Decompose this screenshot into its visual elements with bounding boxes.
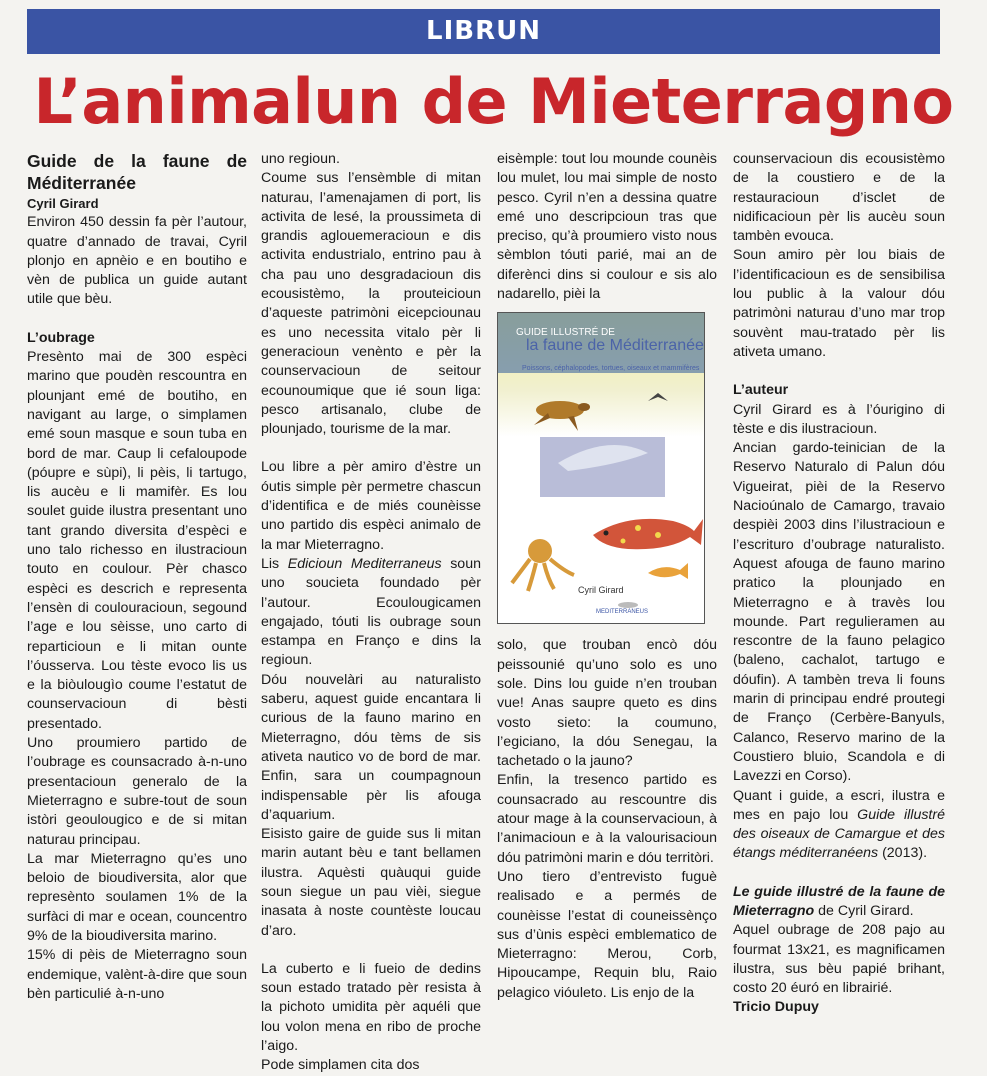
column-4: [733, 150, 945, 1018]
paragraph: La mar Mieterragno qu’es uno beloio de bioudiversita, alor que represènto soulamen 1% de la surfàci di mar e ocean, councentro 9% de la bioudiversita marino.: [27, 850, 247, 944]
paragraph: 15% di pèis de Mieterragno soun endemique, valènt-à-dire que soun bèn particulié à-n-uno: [27, 947, 247, 1002]
section-banner: LIBRUN: [27, 9, 940, 54]
paragraph: solo, que trouban encò dóu peissounié qu’uno solo es uno sole. Dins lou guide n’en trouban vue! Anas saupre queto es dins vosto sieto: la coumuno, l’egiciano, la dóu Senegau, la tachetado o la jauno?: [497, 637, 717, 770]
cover-title: la faune de Méditerranée: [526, 337, 704, 355]
paragraph: Pode simplamen cita dos: [261, 1057, 420, 1074]
paragraph: Soun amiro pèr lou biais de l’identificacioun es de sensibilisa lou public à la valour dóu patrimòni naturau d’uno mar trop souvènt mau-tratado pèr lis ativeta umano.: [733, 247, 945, 360]
guide-author: Cyril Girard: [27, 196, 99, 211]
cover-subtitle: Poissons, céphalopodes, tortues, oiseaux et mammifères: [522, 365, 700, 373]
cover-author: Cyril Girard: [578, 585, 624, 596]
subheading-oubrage: L’oubrage: [27, 329, 95, 346]
subheading-auteur: L’auteur: [733, 382, 789, 399]
paragraph: Lis Edicioun Mediterraneus soun uno soucieta foundado pèr l’autour. Ecoulougicamen engajado, tóuti lis oubrage soun estampa en Franço e dins la regioun.: [261, 555, 481, 669]
paragraph: Le guide illustré de la faune de Mieterragno de Cyril Girard.: [733, 883, 945, 919]
cover-publisher: MEDITERRANEUS: [596, 609, 649, 616]
paragraph: Cyril Girard es à l’óurigino di tèste e dis ilustracioun.: [733, 401, 945, 437]
book-cover-image: [497, 312, 705, 624]
paragraph: Enfin, la tresenco partido es counsacrado au rescountre dis atour mage à la counservacioun, à l’animacioun e à la valourisacioun dóu patrimòni marin e dóu territòri.: [497, 772, 717, 866]
book-title: Guide illustré des oiseaux de Camargue et des étangs méditerranéens: [733, 806, 945, 862]
paragraph: La cuberto e li fueio de dedins soun estado tratado pèr resista à la pichoto umidita pèr aquéli que lou volon mena en ribo de proche l’aigo.: [261, 960, 481, 1055]
intro-paragraph: Environ 450 dessin fa pèr l’autour, quatre d’annado de travai, Cyril plonjo en apnèio e en boutiho e vèn de publica un guide autant utile que bèu.: [27, 214, 247, 308]
book-title: Le guide illustré de la faune de Mieterragno: [733, 883, 945, 919]
paragraph: Lou libre a pèr amiro d’èstre un óutis simple pèr permetre chascun d’identifica e de miés counèisse uno partido dis espèci animalo de la mar Mieterragno.: [261, 459, 481, 553]
paragraph: eisèmple: tout lou mounde counèis lou mulet, lou mai simple de nosto pesco. Cyril n’en a dessina quatre emé uno descripcioun tras que preciso, qu’à proumiero visto nous sèmblon tóuti parié, mai an de diferènci dins si coulour e sis alo nadarello, pièi la: [497, 151, 717, 303]
publisher-name: Edicioun Mediterraneus: [287, 555, 442, 572]
headline: L’animalun de Mieterragno: [33, 65, 954, 138]
paragraph: Aquel oubrage de 208 pajo au fourmat 13x21, es magnificamen ilustra, sus bèu papié brihant, costo 20 éuró en librairié.: [733, 922, 945, 997]
paragraph: Dóu nouvelàri au naturalisto saberu, aquest guide encantara li curious de la fauno marino en Mieterragno, dóu tèms de sis ativeta nautico vo de bord de mar. Enfin, sara un coumpagnoun indispensable pèr lis afouga d’aquarium.: [261, 671, 481, 823]
paragraph: Presènto mai de 300 espèci marino que poudèn rescountra en plounjant emé de boutiho, en navigant au large, o simplamen emé soun masque e soun tuba en bord de mar. Caup li cefaloupode (póupre e sùpi), li pèis, li tartugo, lis aucèu e li mamifèr. Es lou soulet guide ilustra presentant uno tant grando diversita d’espèci e uno talo richesso en ilustracioun touto en coulour. Pèr chasco espèci es descrich e representa l’ensèn di coulouracioun, segound l’age e lou sèisse, uno carto di reparticioun e li mitan ounte l’óusserva. Lou tèste evoco lis us e la biòulougìo coume l’estatut de counservacioun di bèsti presentado.: [27, 349, 247, 732]
cover-series: GUIDE ILLUSTRÉ DE: [516, 327, 615, 339]
paragraph: Eisisto gaire de guide sus li mitan marin autant bèu e tant bellamen ilustra. Aquèsti quàuqui guide soun siegue un pau vièi, siegue inasata à noste countèste loucau d’aro.: [261, 826, 481, 939]
guide-title: Guide de la faune de Méditerranée: [27, 151, 247, 193]
column-3: [497, 150, 717, 1003]
paragraph: uno regioun.: [261, 151, 340, 167]
paragraph: Quant i guide, a escri, ilustra e mes en pajo lou Guide illustré des oiseaux de Camargue et des étangs méditerranéens (2013).: [733, 787, 945, 862]
paragraph: Uno proumiero partido de l’oubrage es counsacrado à-n-uno presentacioun generalo de la Mieterragno e subre-tout de soun istòri geoulougico e de si mitan naturau principau.: [27, 735, 247, 848]
column-2: [261, 150, 481, 1076]
column-1: [27, 150, 247, 1004]
paragraph: Uno tiero d’entrevisto fuguè realisado e a permés de counèisse l’estat di couneissènço sus d’ùnis espèci emblematico de Mieterragno: Merou, Corb, Hipoucampe, Requin blu, Raio pelagico vióuleto. Lis enjo de la: [497, 868, 717, 1001]
author-signature: Tricio Dupuy: [733, 999, 819, 1016]
paragraph: counservacioun dis ecousistèmo de la coustiero e de la restauracioun d’isclet de nidificacioun pèr lis aucèu soun tambèn evouca.: [733, 151, 945, 245]
paragraph: Coume sus l’ensèmble di mitan naturau, l’amenajamen di port, lis activita de lesé, la proussimeta di grandis aglouemeracioun e dis activita endustrialo, entrino pau à cha pau uno desgradacioun dis ecousistèmo, la prouteicioun d’aqueste patrimòni eicepciounau es uno necessita vitalo pèr li generacioun venènto e pèr la counservacioun de seitour ecounoumique que ié soun liga: pesco artisanalo, clube de plounjado, tourisme de la mar.: [261, 170, 481, 438]
paragraph: Ancian gardo-teinician de la Reservo Naturalo di Palun dóu Vigueirat, pièi de la Reservo Nacioúnalo de Camargo, travaio despièi 2003 dins l’ilustracioun e l’escrituro d’oubrage naturalisto. Aquest afouga de fauno marino pratico la plounjado en Mieterragno e à travès lou mounde. Part regulieramen au rescontre de la fauno pelagico (baleno, cachalot, tartugo e dóufin). A tambèn treva li founs marin di principau endré proutegi de Franço (Cerbère-Banyuls, Calanco, Reservo marino de la Coustiero bluio, Scandola e di Lavezzi en Corso).: [733, 440, 945, 785]
